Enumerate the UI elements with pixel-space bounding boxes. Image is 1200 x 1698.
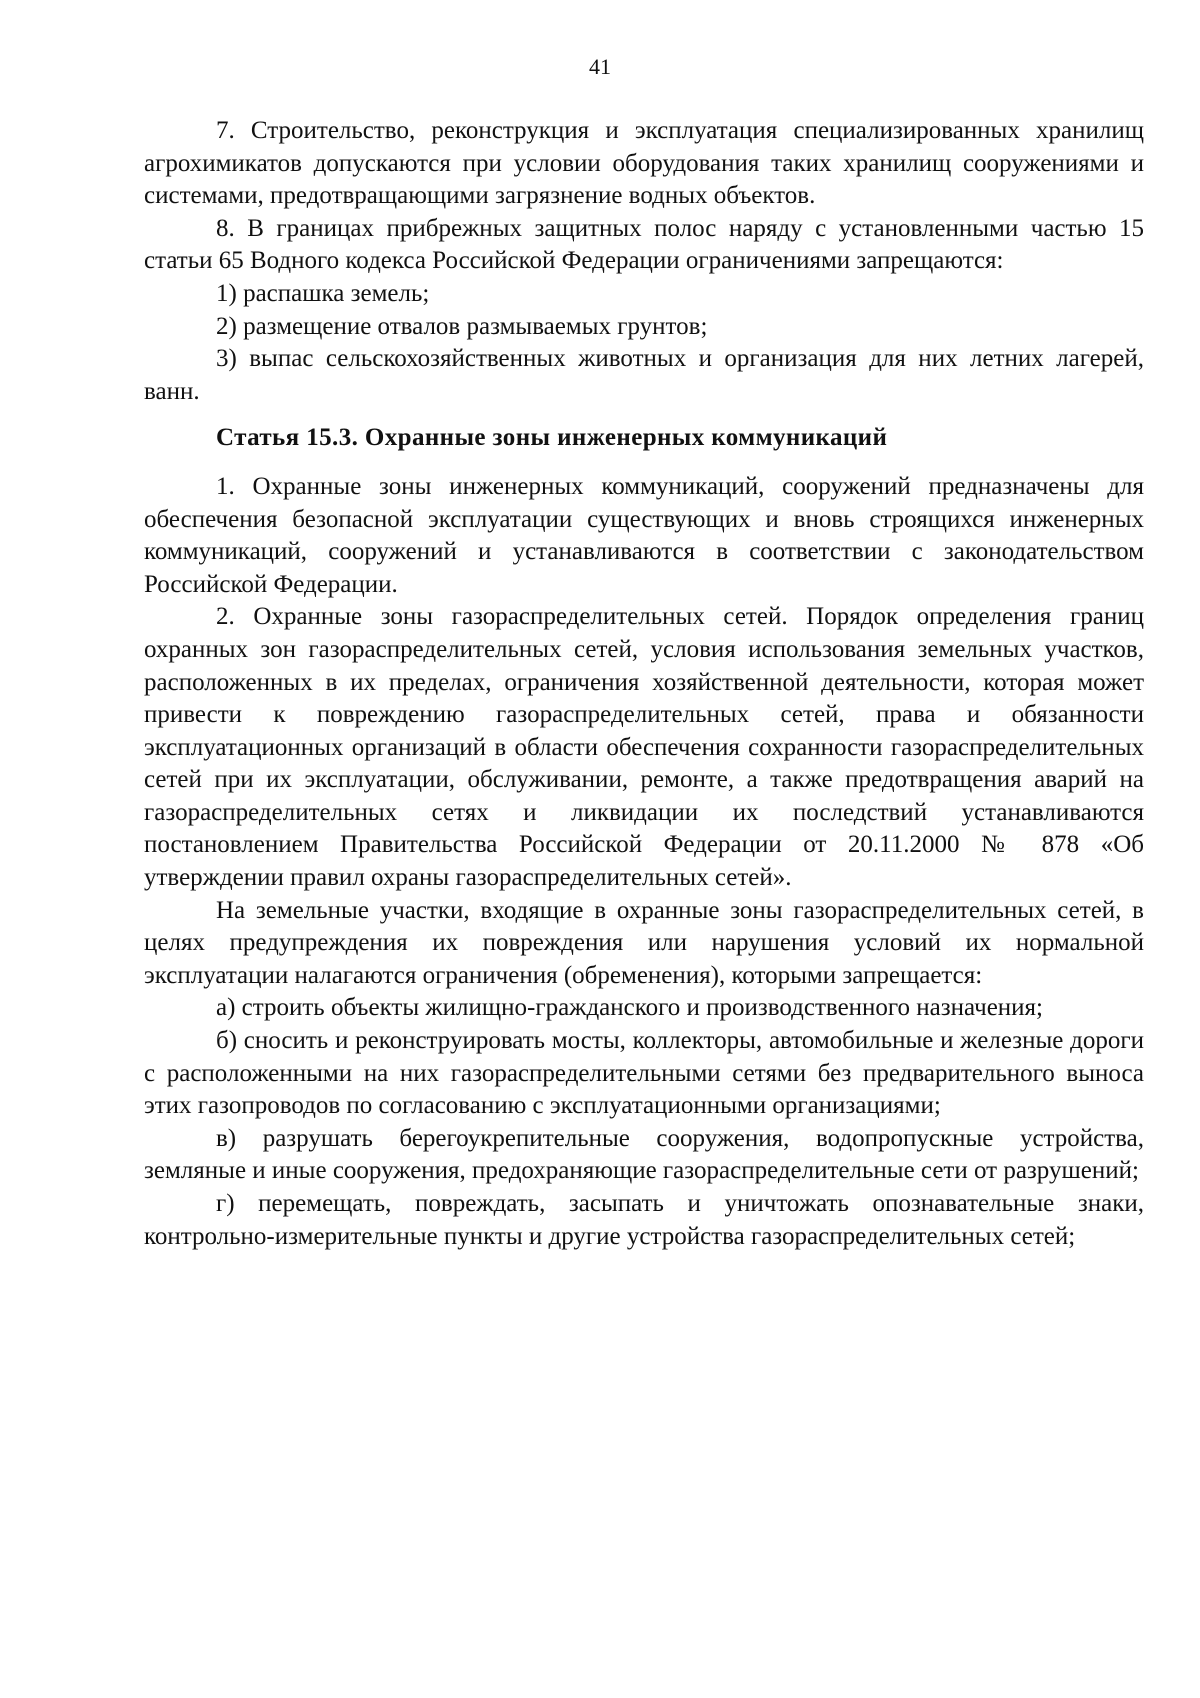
list-item-v: в) разрушать берегоукрепительные сооружения, водопропускные устройства, земляные и иные сооружения, предохраняющие газораспределительные сети от разрушений; bbox=[144, 1124, 1144, 1185]
list-item-1: 1) распашка земель; bbox=[216, 279, 430, 307]
section-heading: Статья 15.3. Охранные зоны инженерных коммуникаций bbox=[216, 424, 888, 452]
list-item-3: 3) выпас сельскохозяйственных животных и организация для них летних лагерей, ванн. bbox=[144, 345, 1144, 405]
paragraph-8: 8. В границах прибрежных защитных полос наряду с установленными частью 15 статьи 65 Водного кодекса Российской Федерации ограничениями запрещаются: bbox=[144, 214, 1144, 275]
paragraph-1: 1. Охранные зоны инженерных коммуникаций, сооружений предназначены для обеспечения безопасной эксплуатации существующих и вновь строящихся инженерных коммуникаций, сооружений и устанавливаются в соответствии с законодательством Российской Федерации. bbox=[144, 472, 1144, 598]
list-item-a: а) строить объекты жилищно-гражданского и производственного назначения; bbox=[216, 994, 1044, 1022]
list-item-2: 2) размещение отвалов размываемых грунтов; bbox=[216, 312, 708, 340]
paragraph-7: 7. Строительство, реконструкция и эксплуатация специализированных хранилищ агрохимикатов допускаются при условии оборудования таких хранилищ сооружениями и системами, предотвращающими загрязнение водных объектов. bbox=[144, 117, 1144, 210]
list-item-b: б) сносить и реконструировать мосты, коллекторы, автомобильные и железные дороги с расположенными на них газораспределительными сетями без предварительного выноса этих газопроводов по согласованию с эксплуатационными организациями; bbox=[144, 1027, 1144, 1120]
paragraph-2: 2. Охранные зоны газораспределительных сетей. Порядок определения границ охранных зон газораспределительных сетей, условия использования земельных участков, расположенных в их пределах, ограничения хозяйственной деятельности, которая может привести к повреждению газораспределительных сетей, права и обязанности эксплуатационных организаций в области обеспечения сохранности газораспределительных сетей при их эксплуатации, обслуживании, ремонте, а также предотвращения аварий на газораспределительных сетях и ликвидации их последствий устанавливаются постановлением Правительства Российской Федерации от 20.11.2000 № 878 «Об утверждении правил охраны газораспределительных сетей». bbox=[144, 603, 1144, 892]
document-body bbox=[144, 115, 1144, 1253]
page-number: 41 bbox=[589, 54, 611, 79]
paragraph-restrictions: На земельные участки, входящие в охранные зоны газораспределительных сетей, в целях предупреждения их повреждения или нарушения условий их нормальной эксплуатации налагаются ограничения (обременения), которыми запрещается: bbox=[144, 896, 1144, 989]
list-item-g: г) перемещать, повреждать, засыпать и уничтожать опознавательные знаки, контрольно-измерительные пункты и другие устройства газораспределительных сетей; bbox=[144, 1190, 1144, 1250]
